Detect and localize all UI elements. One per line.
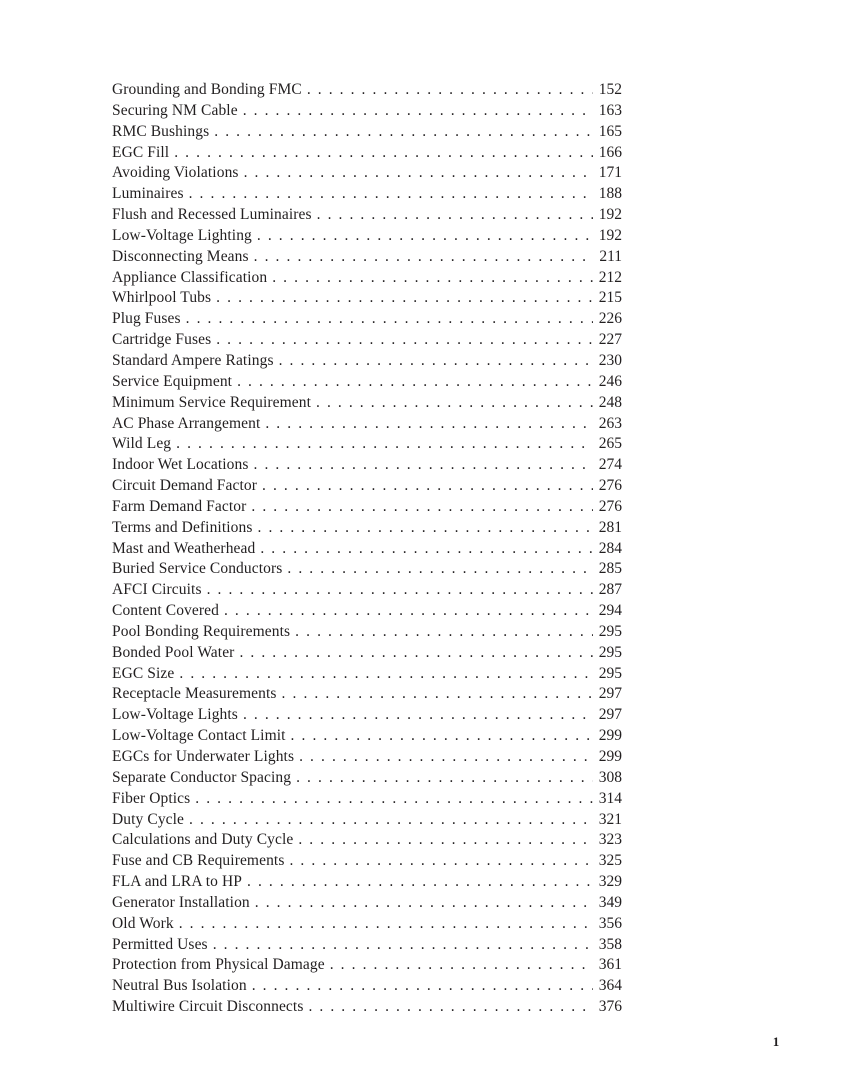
- dot-leader: [213, 935, 593, 956]
- toc-entry-title: Permitted Uses: [112, 935, 208, 953]
- toc-entry-title: FLA and LRA to HP: [112, 873, 243, 891]
- dot-leader: [258, 518, 594, 539]
- dot-leader: [176, 434, 593, 455]
- toc-entry-page-number: 287: [598, 581, 622, 599]
- dot-leader: [299, 747, 593, 768]
- toc-entry: [112, 247, 622, 268]
- toc-entry-page-number: 376: [598, 998, 622, 1016]
- toc-entry: [112, 955, 622, 976]
- toc-entry-title: Farm Demand Factor: [112, 497, 247, 515]
- toc-entry: [112, 268, 622, 289]
- toc-entry-page-number: 263: [598, 414, 622, 432]
- dot-leader: [307, 80, 593, 101]
- toc-entry-page-number: 163: [598, 101, 622, 119]
- toc-entry: [112, 476, 622, 497]
- toc-entry-title: Luminaires: [112, 185, 184, 203]
- toc-entry-title: Neutral Bus Isolation: [112, 977, 247, 995]
- toc-entry-page-number: 321: [598, 810, 622, 828]
- toc-entry-title: Low-Voltage Lighting: [112, 226, 252, 244]
- toc-entry-title: Old Work: [112, 914, 174, 932]
- toc-entry-page-number: 329: [598, 873, 622, 891]
- toc-entry: [112, 851, 622, 872]
- toc-entry-title: Receptacle Measurements: [112, 685, 277, 703]
- toc-entry: [112, 580, 622, 601]
- toc-entry-page-number: 364: [598, 977, 622, 995]
- dot-leader: [296, 768, 593, 789]
- toc-entry-title: Low-Voltage Lights: [112, 706, 238, 724]
- toc-entry-title: EGC Size: [112, 664, 175, 682]
- toc-entry-page-number: 226: [598, 310, 622, 328]
- dot-leader: [189, 810, 593, 831]
- toc-entry-page-number: 227: [598, 331, 622, 349]
- toc-entry: [112, 372, 622, 393]
- dot-leader: [272, 268, 593, 289]
- toc-entry: [112, 893, 622, 914]
- dot-leader: [254, 247, 593, 268]
- toc-entry: [112, 414, 622, 435]
- toc-entry-page-number: 192: [598, 206, 622, 224]
- toc-entry: [112, 559, 622, 580]
- toc-entry-title: Content Covered: [112, 602, 219, 620]
- toc-entry-title: AFCI Circuits: [112, 581, 202, 599]
- dot-leader: [186, 309, 593, 330]
- dot-leader: [189, 184, 593, 205]
- toc-entry-page-number: 361: [598, 956, 622, 974]
- toc-entry-title: Circuit Demand Factor: [112, 477, 258, 495]
- dot-leader: [330, 955, 593, 976]
- toc-entry: [112, 288, 622, 309]
- toc-entry-page-number: 276: [598, 477, 622, 495]
- dot-leader: [207, 580, 593, 601]
- toc-entry-title: Cartridge Fuses: [112, 331, 212, 349]
- toc-entry: [112, 226, 622, 247]
- toc-entry-page-number: 215: [598, 289, 622, 307]
- dot-leader: [179, 914, 593, 935]
- toc-entry-page-number: 358: [598, 935, 622, 953]
- toc-entry: [112, 872, 622, 893]
- toc-entry-title: Disconnecting Means: [112, 247, 249, 265]
- dot-leader: [239, 643, 593, 664]
- toc-entry-page-number: 211: [599, 247, 622, 265]
- dot-leader: [224, 601, 593, 622]
- toc-entry: [112, 497, 622, 518]
- dot-leader: [255, 893, 593, 914]
- toc-entry-page-number: 308: [598, 768, 622, 786]
- toc-entry-title: Whirlpool Tubs: [112, 289, 212, 307]
- toc-entry: [112, 830, 622, 851]
- dot-leader: [247, 872, 593, 893]
- toc-entry-page-number: 294: [598, 602, 622, 620]
- folio-page-number: 1: [772, 1034, 780, 1049]
- toc-entry-page-number: 265: [598, 435, 622, 453]
- toc-entry: [112, 997, 622, 1018]
- dot-leader: [216, 288, 593, 309]
- toc-entry: [112, 747, 622, 768]
- toc-entry-page-number: 171: [598, 164, 622, 182]
- toc-entry-title: Service Equipment: [112, 372, 233, 390]
- toc-entry: [112, 309, 622, 330]
- toc-entry: [112, 80, 622, 101]
- toc-entry-title: RMC Bushings: [112, 122, 210, 140]
- toc-entry-title: Low-Voltage Contact Limit: [112, 727, 286, 745]
- toc-entry: [112, 935, 622, 956]
- toc-entry-title: Flush and Recessed Luminaires: [112, 206, 312, 224]
- toc-entry-page-number: 349: [598, 893, 622, 911]
- toc-entry-page-number: 295: [598, 622, 622, 640]
- dot-leader: [237, 372, 593, 393]
- toc-entry-page-number: 314: [598, 789, 622, 807]
- toc-entry-title: Grounding and Bonding FMC: [112, 81, 302, 98]
- toc-entry: [112, 434, 622, 455]
- dot-leader: [279, 351, 593, 372]
- dot-leader: [174, 143, 593, 164]
- dot-leader: [317, 205, 593, 226]
- dot-leader: [244, 163, 593, 184]
- toc-entry-title: Multiwire Circuit Disconnects: [112, 998, 304, 1016]
- dot-leader: [243, 101, 593, 122]
- dot-leader: [289, 851, 593, 872]
- toc-entry-page-number: 281: [598, 518, 622, 536]
- toc-entry-title: Pool Bonding Requirements: [112, 622, 291, 640]
- toc-entry-page-number: 230: [598, 351, 622, 369]
- toc-entry: [112, 351, 622, 372]
- toc-entry: [112, 664, 622, 685]
- toc-entry: [112, 122, 622, 143]
- toc-entry-title: Buried Service Conductors: [112, 560, 283, 578]
- toc-entry-title: AC Phase Arrangement: [112, 414, 261, 432]
- toc-entry-page-number: 295: [598, 664, 622, 682]
- toc-entry-page-number: 295: [598, 643, 622, 661]
- toc-entry-page-number: 297: [598, 706, 622, 724]
- dot-leader: [265, 414, 593, 435]
- dot-leader: [295, 622, 593, 643]
- toc-entry-title: Plug Fuses: [112, 310, 181, 328]
- dot-leader: [251, 497, 593, 518]
- toc-entry-title: Minimum Service Requirement: [112, 393, 311, 411]
- toc-entry-page-number: 165: [598, 122, 622, 140]
- toc-entry-title: Bonded Pool Water: [112, 643, 235, 661]
- dot-leader: [260, 539, 593, 560]
- toc-entry-page-number: 248: [598, 393, 622, 411]
- toc-entry: [112, 684, 622, 705]
- toc-entry-page-number: 192: [598, 226, 622, 244]
- dot-leader: [257, 226, 593, 247]
- toc-entry: [112, 810, 622, 831]
- dot-leader: [216, 330, 593, 351]
- toc-entry: [112, 914, 622, 935]
- toc-entry-title: Calculations and Duty Cycle: [112, 831, 294, 849]
- toc-entry: [112, 726, 622, 747]
- toc-entry-page-number: 166: [598, 143, 622, 161]
- toc-entry: [112, 455, 622, 476]
- toc-entry-page-number: 356: [598, 914, 622, 932]
- toc-entry-page-number: 323: [598, 831, 622, 849]
- dot-leader: [308, 997, 593, 1018]
- toc-entry: [112, 163, 622, 184]
- toc-entry-title: Duty Cycle: [112, 810, 185, 828]
- dot-leader: [254, 455, 594, 476]
- toc-entry-title: Fiber Optics: [112, 789, 191, 807]
- dot-leader: [214, 122, 593, 143]
- toc-entry-page-number: 284: [598, 539, 622, 557]
- toc-entry-title: EGC Fill: [112, 143, 170, 161]
- toc-entry-title: Terms and Definitions: [112, 518, 253, 536]
- toc-entry: [112, 976, 622, 997]
- toc-entry-page-number: 246: [598, 372, 622, 390]
- dot-leader: [262, 476, 593, 497]
- toc-entry-title: Fuse and CB Requirements: [112, 852, 285, 870]
- toc-entry-page-number: 325: [598, 852, 622, 870]
- toc-entry: [112, 143, 622, 164]
- toc-entry: [112, 205, 622, 226]
- dot-leader: [252, 976, 593, 997]
- dot-leader: [195, 789, 593, 810]
- toc-entry-page-number: 299: [598, 727, 622, 745]
- toc-entry-page-number: 188: [598, 185, 622, 203]
- toc-entry-page-number: 297: [598, 685, 622, 703]
- toc-entry-title: Mast and Weatherhead: [112, 539, 256, 557]
- toc-entry-title: Indoor Wet Locations: [112, 456, 249, 474]
- toc-entry-title: Appliance Classification: [112, 268, 268, 286]
- toc-entry: [112, 643, 622, 664]
- toc-list: [112, 80, 622, 1018]
- toc-entry: [112, 393, 622, 414]
- dot-leader: [179, 664, 593, 685]
- toc-entry-page-number: 212: [598, 268, 622, 286]
- dot-leader: [243, 705, 593, 726]
- toc-entry-title: Generator Installation: [112, 893, 250, 911]
- toc-entry: [112, 622, 622, 643]
- toc-entry: [112, 330, 622, 351]
- toc-entry-title: EGCs for Underwater Lights: [112, 748, 295, 765]
- toc-entry-title: Separate Conductor Spacing: [112, 768, 292, 786]
- toc-entry: [112, 705, 622, 726]
- toc-entry: [112, 768, 622, 789]
- dot-leader: [316, 393, 593, 414]
- toc-entry: [112, 518, 622, 539]
- toc-entry-title: Protection from Physical Damage: [112, 956, 325, 974]
- dot-leader: [298, 830, 593, 851]
- toc-entry-page-number: 152: [598, 81, 622, 98]
- dot-leader: [287, 559, 593, 580]
- toc-entry-title: Avoiding Violations: [112, 164, 239, 182]
- toc-entry-title: Securing NM Cable: [112, 101, 238, 119]
- toc-entry: [112, 539, 622, 560]
- dot-leader: [282, 684, 593, 705]
- toc-entry: [112, 789, 622, 810]
- toc-entry-page-number: 276: [598, 497, 622, 515]
- toc-entry: [112, 601, 622, 622]
- toc-entry-title: Wild Leg: [112, 435, 172, 453]
- toc-entry-page-number: 299: [598, 748, 622, 765]
- toc-entry-page-number: 285: [598, 560, 622, 578]
- toc-entry-title: Standard Ampere Ratings: [112, 351, 274, 369]
- toc-entry: [112, 184, 622, 205]
- toc-entry: [112, 101, 622, 122]
- toc-entry-page-number: 274: [598, 456, 622, 474]
- dot-leader: [291, 726, 593, 747]
